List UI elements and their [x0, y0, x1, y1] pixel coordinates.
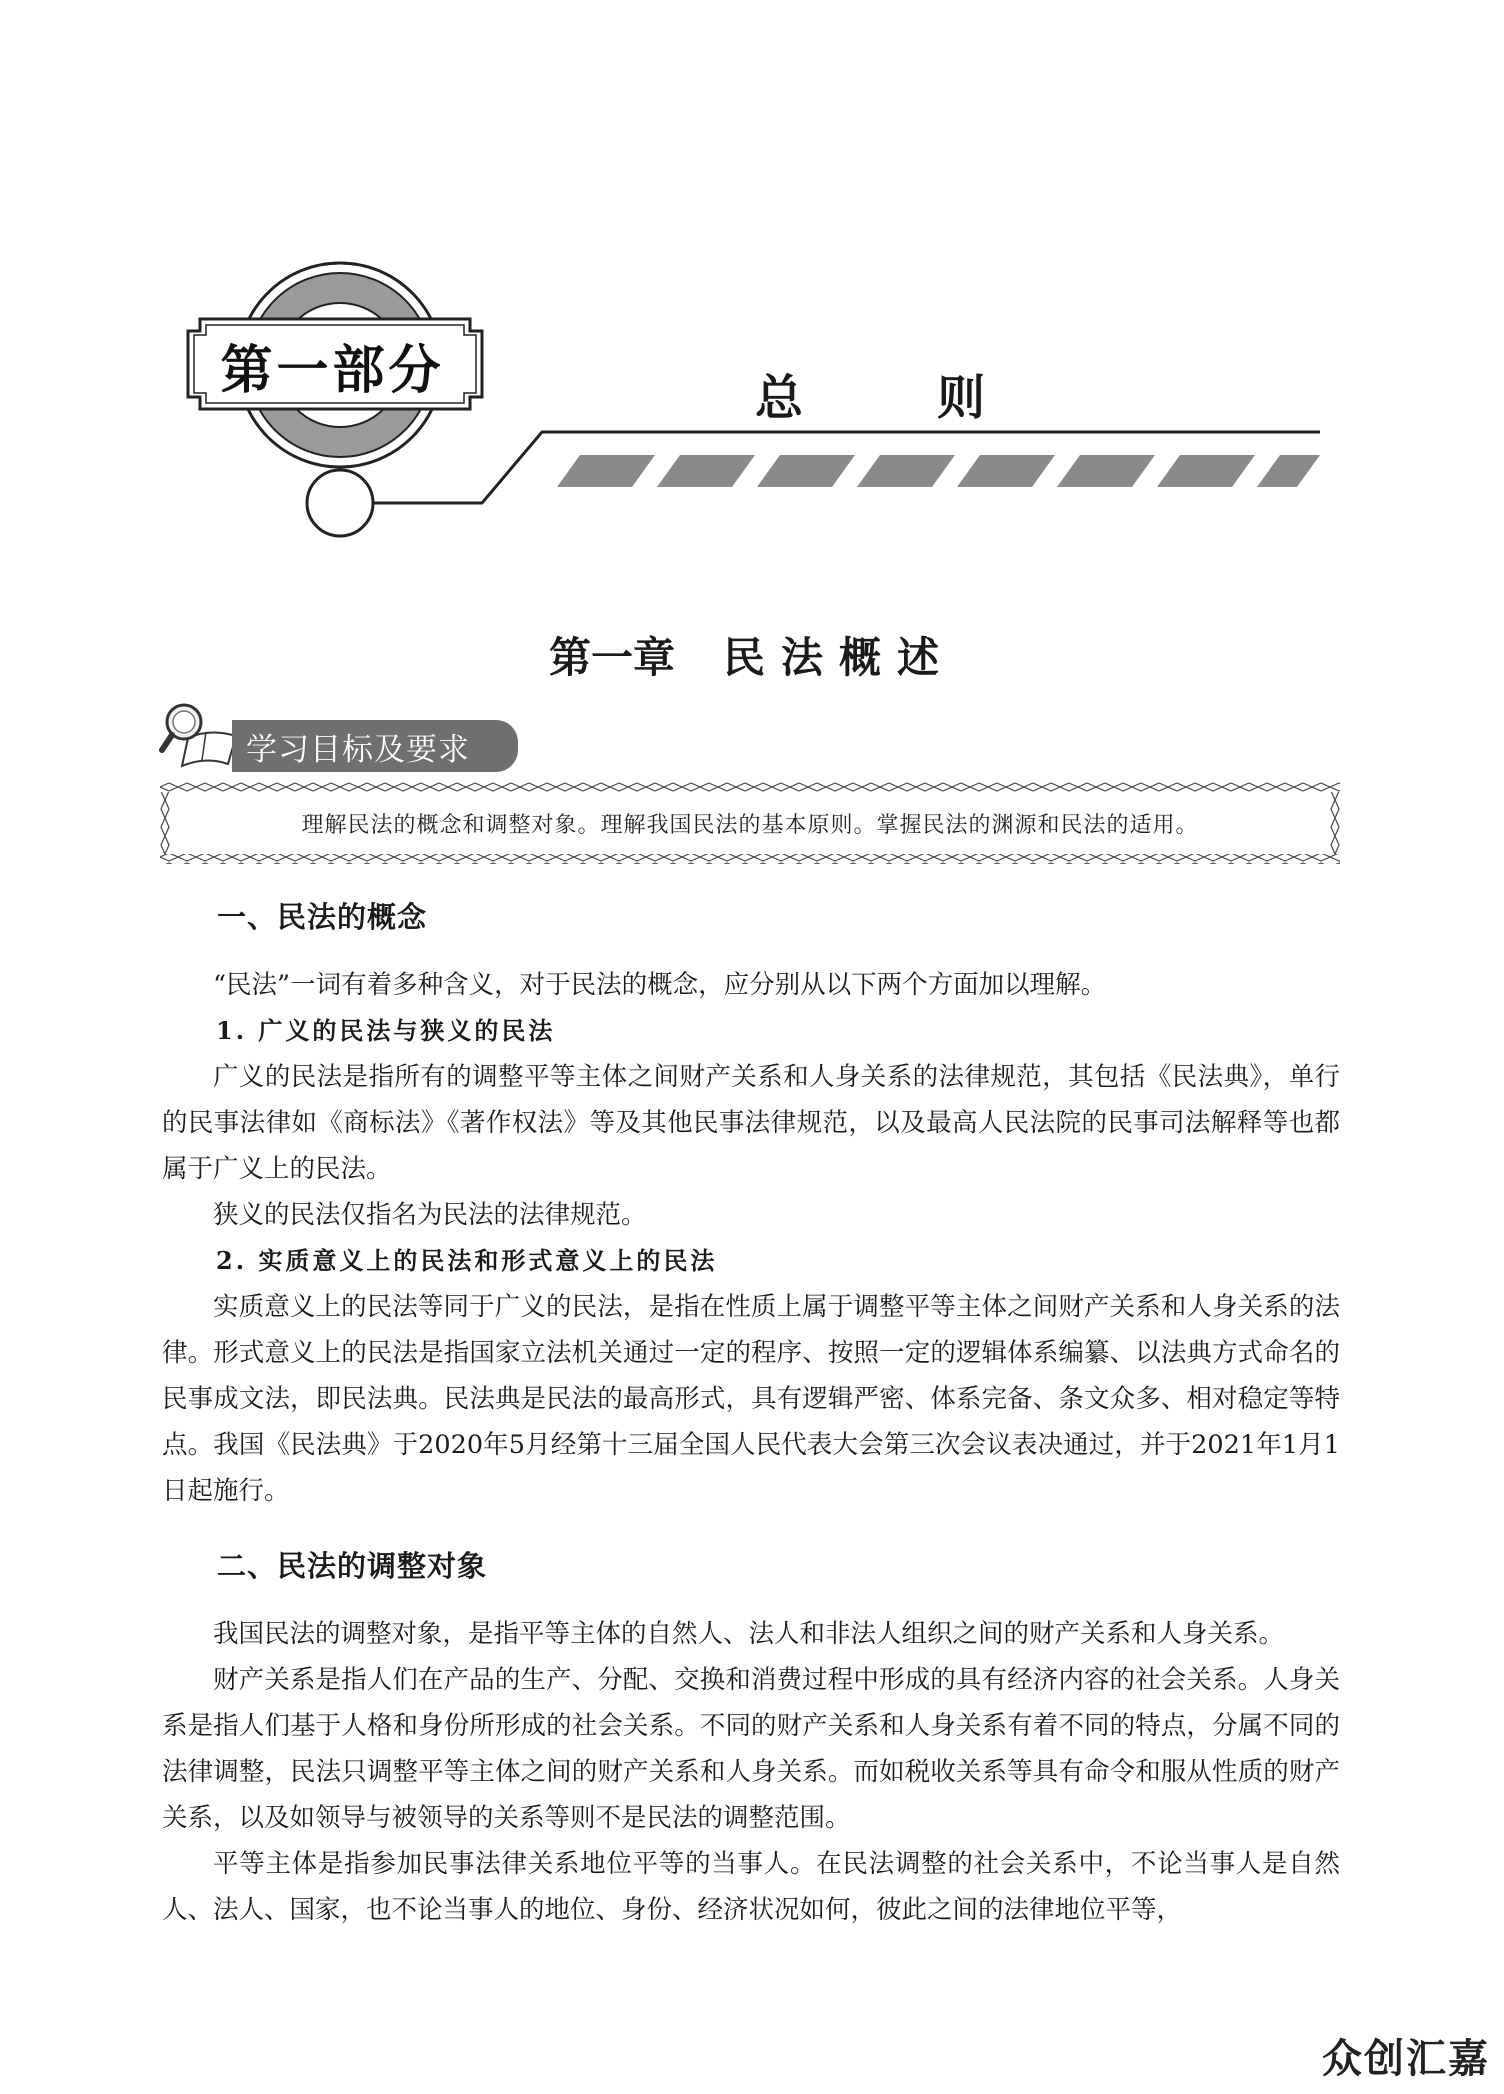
watermark: 众创汇嘉 — [1322, 2036, 1490, 2082]
chapter-title — [0, 625, 1504, 685]
section-heading-objects: 二、民法的调整对象 — [217, 1549, 488, 1583]
chapter-number: 第一章 — [548, 633, 675, 682]
part-title-char-1: 总 — [755, 369, 804, 426]
paragraph: “民法”一词有着多种含义，对于民法的概念，应分别从以下两个方面加以理解。 — [213, 970, 1107, 1000]
paragraph: 狭义的民法仅指名为民法的法律规范。 — [213, 1200, 647, 1230]
paragraph: 财产关系是指人们在产品的生产、分配、交换和消费过程中形成的具有经济内容的社会关系。人身关系是指人们基于人格和身份所形成的社会关系。不同的财产关系和人身关系有着不同的特点，分属不同的法律调整，民法只调整平等主体之间的财产关系和人身关系。而如税收关系等具有命令和服从性质的财产关系，以及如领导与被领导的关系等则不是民法的调整范围。 — [162, 1665, 1340, 1833]
magnifier-book-icon — [158, 698, 242, 774]
subsection-heading: 2. 实质意义上的民法和形式意义上的民法 — [216, 1246, 718, 1275]
part-title-char-2: 则 — [936, 369, 985, 426]
paragraph: 平等主体是指参加民事法律关系地位平等的当事人。在民法调整的社会关系中，不论当事人是自然人、法人、国家，也不论当事人的地位、身份、经济状况如何，彼此之间的法律地位平等， — [162, 1849, 1340, 1925]
chapter-name: 民法概述 — [723, 633, 956, 682]
part-label: 第一部分 — [220, 340, 445, 401]
main-content — [162, 895, 1340, 1933]
section-heading-concept: 一、民法的概念 — [217, 900, 428, 934]
subsection-heading: 1. 广义的民法与狭义的民法 — [216, 1016, 556, 1045]
paragraph: 实质意义上的民法等同于广义的民法，是指在性质上属于调整平等主体之间财产关系和人身关系的法律。形式意义上的民法是指国家立法机关通过一定的程序、按照一定的逻辑体系编纂、以法典方式命名的民事成文法，即民法典。民法典是民法的最高形式，具有逻辑严密、体系完备、条文众多、相对稳定等特点。我国《民法典》于2020年5月经第十三届全国人民代表大会第三次会议表决通过，并于2021年1月1日起施行。 — [162, 1292, 1340, 1506]
paragraph: 我国民法的调整对象，是指平等主体的自然人、法人和非法人组织之间的财产关系和人身关系。 — [213, 1619, 1285, 1649]
objectives-text: 理解民法的概念和调整对象。理解我国民法的基本原则。掌握民法的渊源和民法的适用。 — [301, 812, 1199, 838]
paragraph: 广义的民法是指所有的调整平等主体之间财产关系和人身关系的法律规范，其包括《民法典》，单行的民事法律如《商标法》《著作权法》等及其他民事法律规范，以及最高人民法院的民事司法解释等也都属于广义上的民法。 — [162, 1062, 1340, 1184]
objectives-heading: 学习目标及要求 — [232, 720, 518, 772]
part-title — [755, 358, 985, 428]
